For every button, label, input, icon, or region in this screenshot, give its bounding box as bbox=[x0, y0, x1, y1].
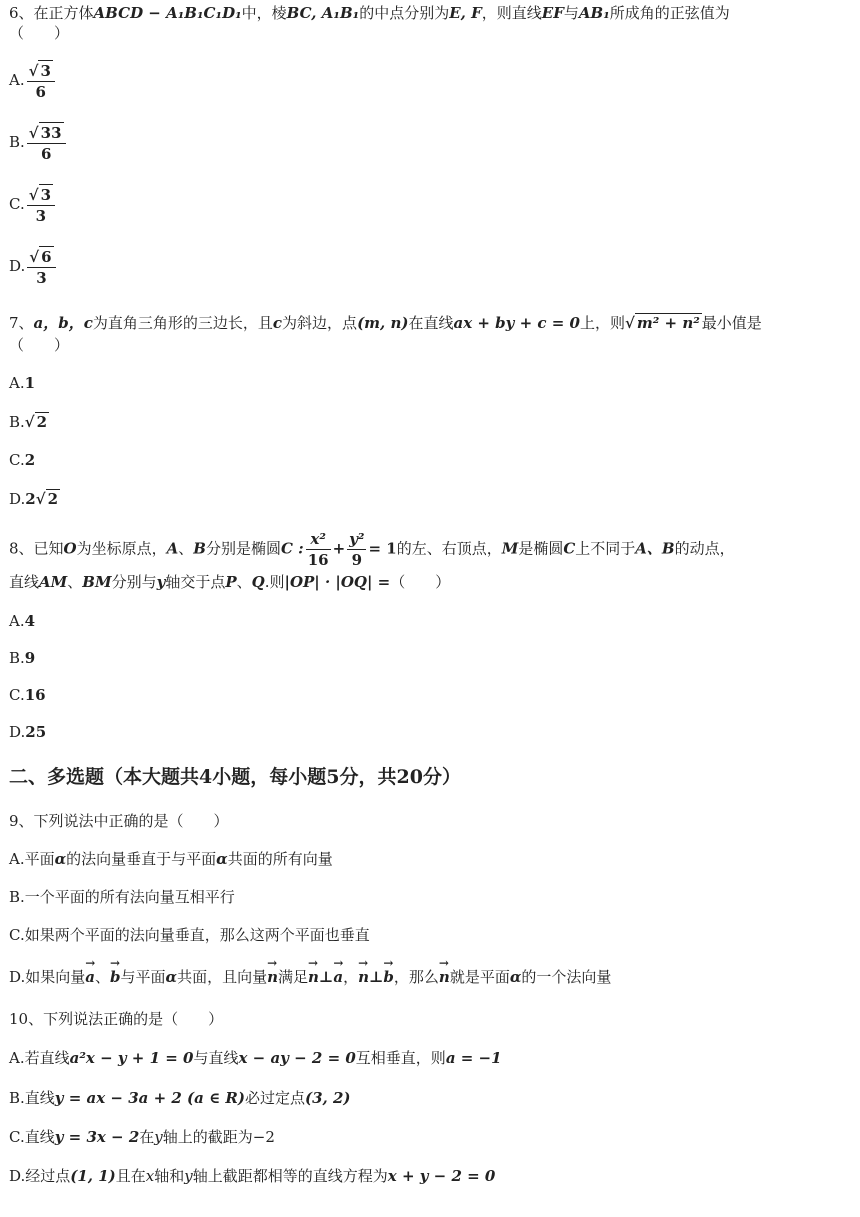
q6-stem: 6、在正方体ABCD − A₁B₁C₁D₁中，棱BC, A₁B₁的中点分别为E, F，则直线EF与AB₁所成角的正弦值为 bbox=[9, 4, 730, 22]
q9-option-c: C.如果两个平面的法向量垂直，那么这两个平面也垂直 bbox=[9, 926, 370, 944]
q8-stem: 8、已知O为坐标原点，A、B分别是椭圆C : $\frac{\text{x²}}{16}$ + $\frac{\text{y²}}{9}$ = 1的左、右顶点，M是椭圆C上不同于A、B的动点， bbox=[9, 530, 735, 569]
q7-paren: （ ） bbox=[9, 336, 70, 354]
q8-stem-line2: 直线AM、BM分别与y轴交于点P、Q.则|OP| · |OQ| =（ ） bbox=[9, 573, 451, 591]
q7-option-b: B.√ 2 bbox=[9, 413, 48, 431]
q8-option-b: B.9 bbox=[9, 649, 36, 667]
q6-option-a: A. $\frac{√ 3}{6}$ bbox=[9, 60, 57, 102]
q6-option-d: D. $\frac{√ 6}{3}$ bbox=[9, 246, 58, 288]
q7-option-d: D.2√ 2 bbox=[9, 490, 58, 508]
q9-option-a: A.平面α的法向量垂直于与平面α共面的所有向量 bbox=[9, 850, 333, 868]
q6-option-c: C. $\frac{√ 3}{3}$ bbox=[9, 184, 57, 226]
q9-option-b: B.一个平面的所有法向量互相平行 bbox=[9, 888, 235, 906]
q10-option-d: D.经过点(1, 1)且在x轴和y轴上截距都相等的直线方程为x + y − 2 = 0 bbox=[9, 1167, 496, 1185]
q10-option-c: C.直线y = 3x − 2在y轴上的截距为−2 bbox=[9, 1128, 275, 1146]
q10-option-a: A.若直线a²x − y + 1 = 0与直线x − ay − 2 = 0互相垂直，则a = −1 bbox=[9, 1049, 502, 1067]
q9-option-d: D.如果向量→ a、→ b与平面α共面，且向量→ n满足→ n⊥→ a，→ n⊥→ b，那么→ n就是平面α的一个法向量 bbox=[9, 962, 611, 987]
q10-stem: 10、下列说法正确的是（ ） bbox=[9, 1010, 224, 1028]
section-heading: 二、多选题（本大题共4小题，每小题5分，共20分） bbox=[9, 766, 461, 788]
q10-option-b: B.直线y = ax − 3a + 2 (a ∈ R)必过定点(3, 2) bbox=[9, 1089, 351, 1107]
q8-option-c: C.16 bbox=[9, 686, 46, 704]
q6-paren: （ ） bbox=[9, 24, 70, 42]
q9-stem: 9、下列说法中正确的是（ ） bbox=[9, 812, 229, 830]
q8-option-d: D.25 bbox=[9, 723, 47, 741]
q8-option-a: A.4 bbox=[9, 612, 36, 630]
q7-option-a: A.1 bbox=[9, 374, 36, 392]
q7-option-c: C.2 bbox=[9, 451, 36, 469]
q7-stem: 7、a，b，c为直角三角形的三边长，且c为斜边，点(m, n)在直线ax + by + c = 0上，则√ m² + n² 最小值是 bbox=[9, 314, 762, 332]
q6-option-b: B. $\frac{√ 33}{6}$ bbox=[9, 122, 68, 164]
